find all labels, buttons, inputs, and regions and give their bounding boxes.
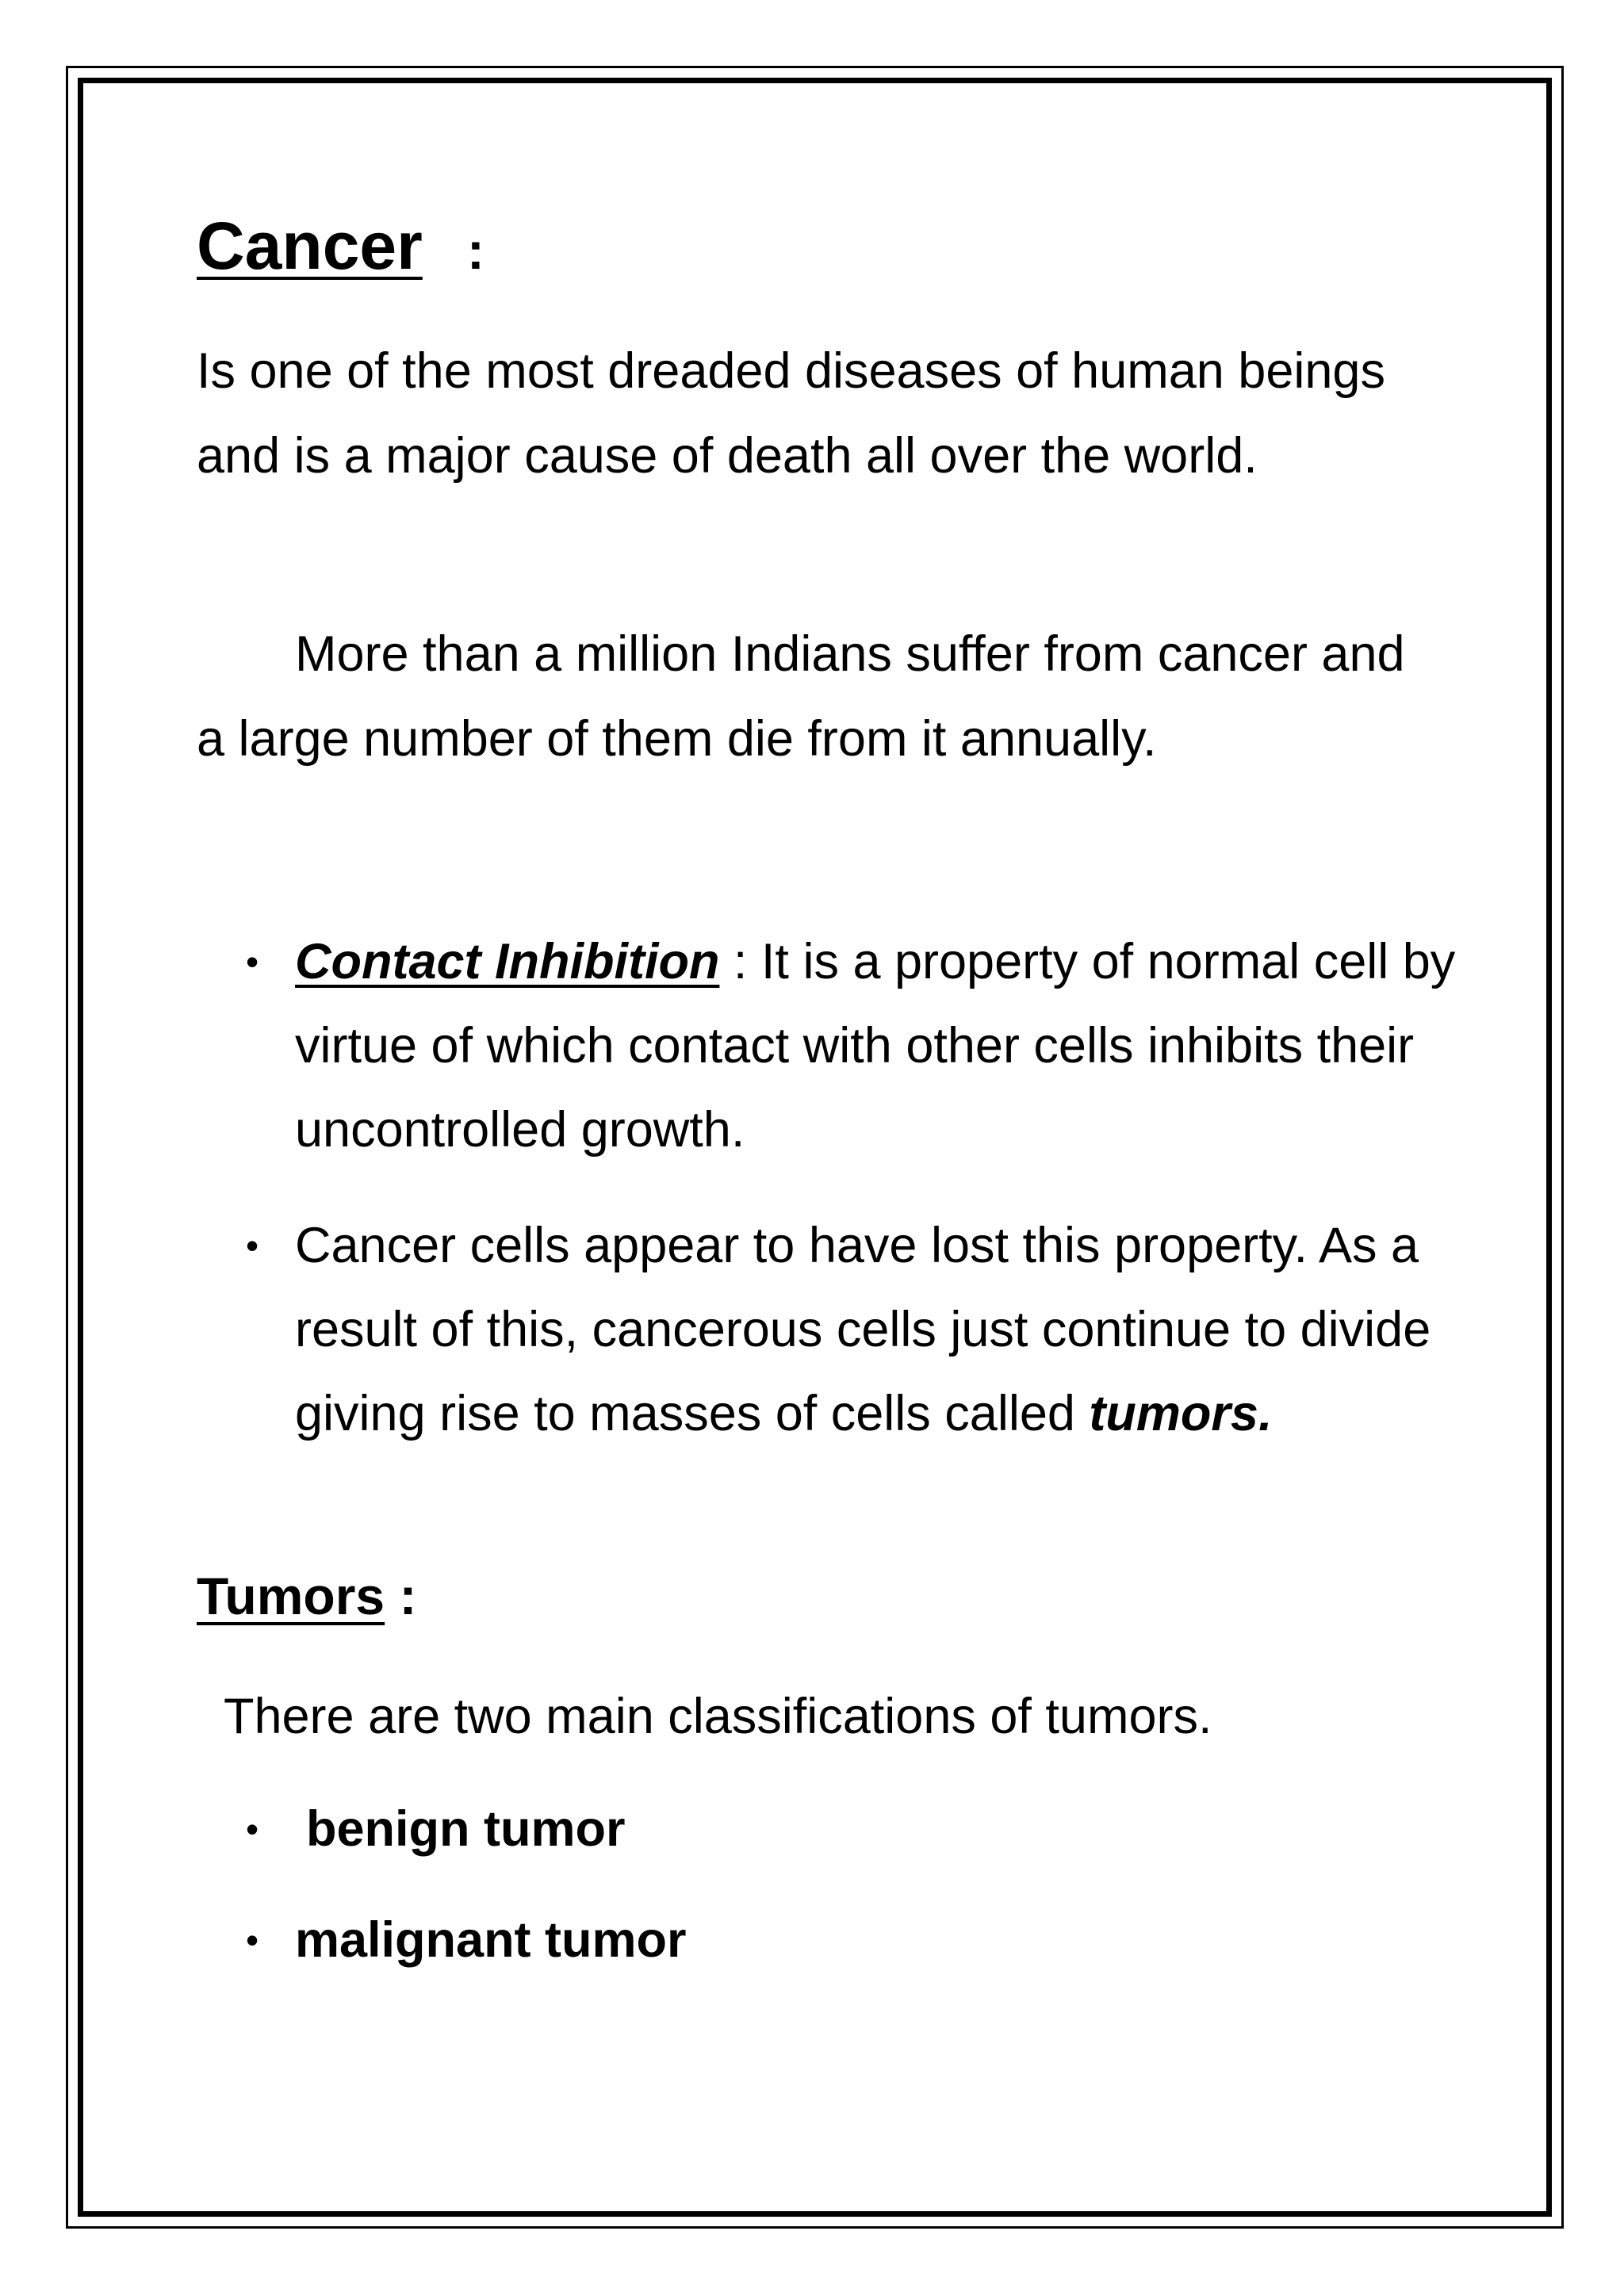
bullet-list-contact-inhibition <box>197 920 1465 1172</box>
intro-paragraph-1: Is one of the most dreaded diseases of human beings and is a major cause of death all over the world. <box>197 343 1385 484</box>
cancer-cells-text: Cancer cells appear to have lost this property. As a result of this, cancerous cells just continue to divide giving rise to masses of cells called <box>295 1218 1431 1441</box>
list-item <box>197 1203 1465 1456</box>
bullet-dot: • <box>246 941 259 982</box>
tumors-title: Tumors <box>197 1567 385 1625</box>
bullet-dot: • <box>246 1225 259 1266</box>
title-colon: : <box>466 221 485 280</box>
page-title <box>197 208 485 285</box>
list-item <box>197 920 1465 1172</box>
bullet-dot: • <box>246 1919 259 1961</box>
term-contact-inhibition: Contact Inhibition <box>295 934 720 989</box>
tumors-colon: : <box>385 1567 417 1625</box>
title-text: Cancer <box>197 209 423 283</box>
list-item <box>197 1898 1465 1982</box>
tumor-type-benign: benign tumor <box>306 1801 626 1857</box>
bullet-dot: • <box>246 1808 259 1850</box>
tumor-type-malignant: malignant tumor <box>295 1912 687 1968</box>
tumors-intro: There are two main classifications of tumors. <box>224 1689 1212 1744</box>
tumors-heading <box>197 1566 416 1626</box>
tumor-type-list-2 <box>197 1898 1465 1982</box>
tumor-type-list <box>197 1787 1465 1871</box>
bullet-list-cancer-cells <box>197 1203 1465 1456</box>
definition-text: : It is a property of normal cell by virtue of which contact with other cells inhibits their uncontrolled growth. <box>295 934 1456 1158</box>
tumors-emphasis: tumors. <box>1089 1386 1273 1441</box>
intro-paragraph-2: More than a million Indians suffer from cancer and a large number of them die from it annually. <box>197 626 1405 767</box>
list-item <box>197 1787 1465 1871</box>
